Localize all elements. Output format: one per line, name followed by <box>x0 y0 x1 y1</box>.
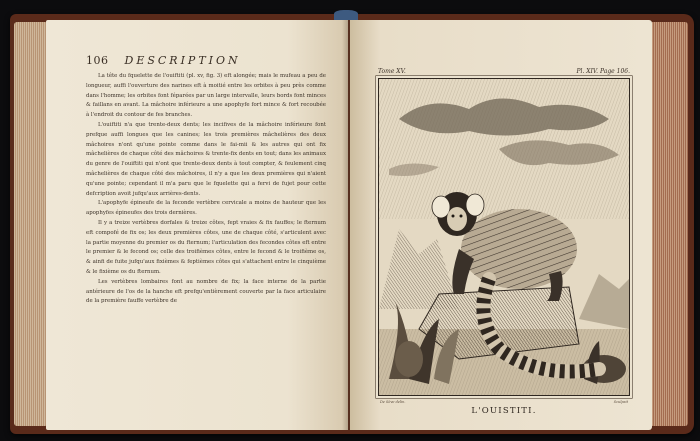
plate-number: Pl. XIV. Page 106. <box>576 68 630 75</box>
paragraph: Les vertèbres lombaires font au nombre de fix; la face interne de la partie antérieure de l'os de la hanche eft prefqu'entièrement couverte par la face articulaire de la première fauffe vertèbre de <box>86 278 326 305</box>
page-edges-left <box>14 22 48 426</box>
body-text <box>86 72 326 307</box>
bookmark-ribbon <box>334 10 358 20</box>
running-title: DESCRIPTION <box>124 54 241 67</box>
left-page <box>46 20 348 430</box>
engraving-plate <box>378 78 630 396</box>
paragraph: La tête du fquelette de l'ouiftiti (pl. xv, fig. 3) eft alongée; mais le mufeau a peu de longueur, auffi l'ouverture des narines eft à moitié entre les orbites à peu près comme dans l'homme; les orbites font féparées par un large intervalle, leurs bords font minces & faillans en avant. La mâchoire inférieure a une apophyfe fort mince & fort recoubée à l'endroit du contour de fes branches. <box>86 73 326 119</box>
paragraph: L'apophyfe épineufe de la feconde vertèbre cervicale a moins de hauteur que les apophyfes épineufes des trois dernières. <box>86 200 326 217</box>
paragraph: L'ouiftiti n'a que trente-deux dents; les incifives de la mâchoire inférieure font prefque auffi longues que les canines; les trois premières mâchelières des deux mâchoires n'ont qu'une pointe comme dans le fai-mii & les autres qui ont fix mâchelières de chaque côté des mâchoires & trente-fix dents en tout; dans les animaux du genre de l'ouiftiti qui n'ont que trente-deux dents à tout compter, & feulement cinq mâchelières de chaque côté des mâchoires, il n'y a que les deux premières qui n'aient qu'une pointe; cependant il m'a paru que le fquelette qui a fervi de fujet pour cette defcription avoit jufqu'aux arrières-dents. <box>86 121 326 197</box>
running-head <box>86 54 336 67</box>
marmoset-engraving <box>379 79 629 395</box>
credit-engraver: Sculpsit <box>613 400 628 404</box>
paragraph: Il y a treize vertèbres dorfales & treize côtes, fept vraies & fix fauffes; le fternum eft compofé de fix os; les deux premières côtes, une de chaque côté, s'articulent avec la partie moyenne du premier os du fternum; l'articulation des fecondes côtes eft entre le premier & le fecond os; celle des troifièmes côtes, entre le fecond & le troifième os, & ainfi de fuite jufqu'aux fixièmes & feptièmes côtes qui s'attachent entre le cinquième & le fixième os du fternum. <box>86 219 326 275</box>
page-number: 106 <box>86 54 109 67</box>
right-page <box>350 20 652 430</box>
page-edges-right <box>650 22 688 426</box>
credit-draughtsman: De Sève delin. <box>380 400 406 404</box>
plate-tome: Tome XV. <box>378 68 406 75</box>
plate-caption: L'OUISTITI. <box>471 406 537 416</box>
